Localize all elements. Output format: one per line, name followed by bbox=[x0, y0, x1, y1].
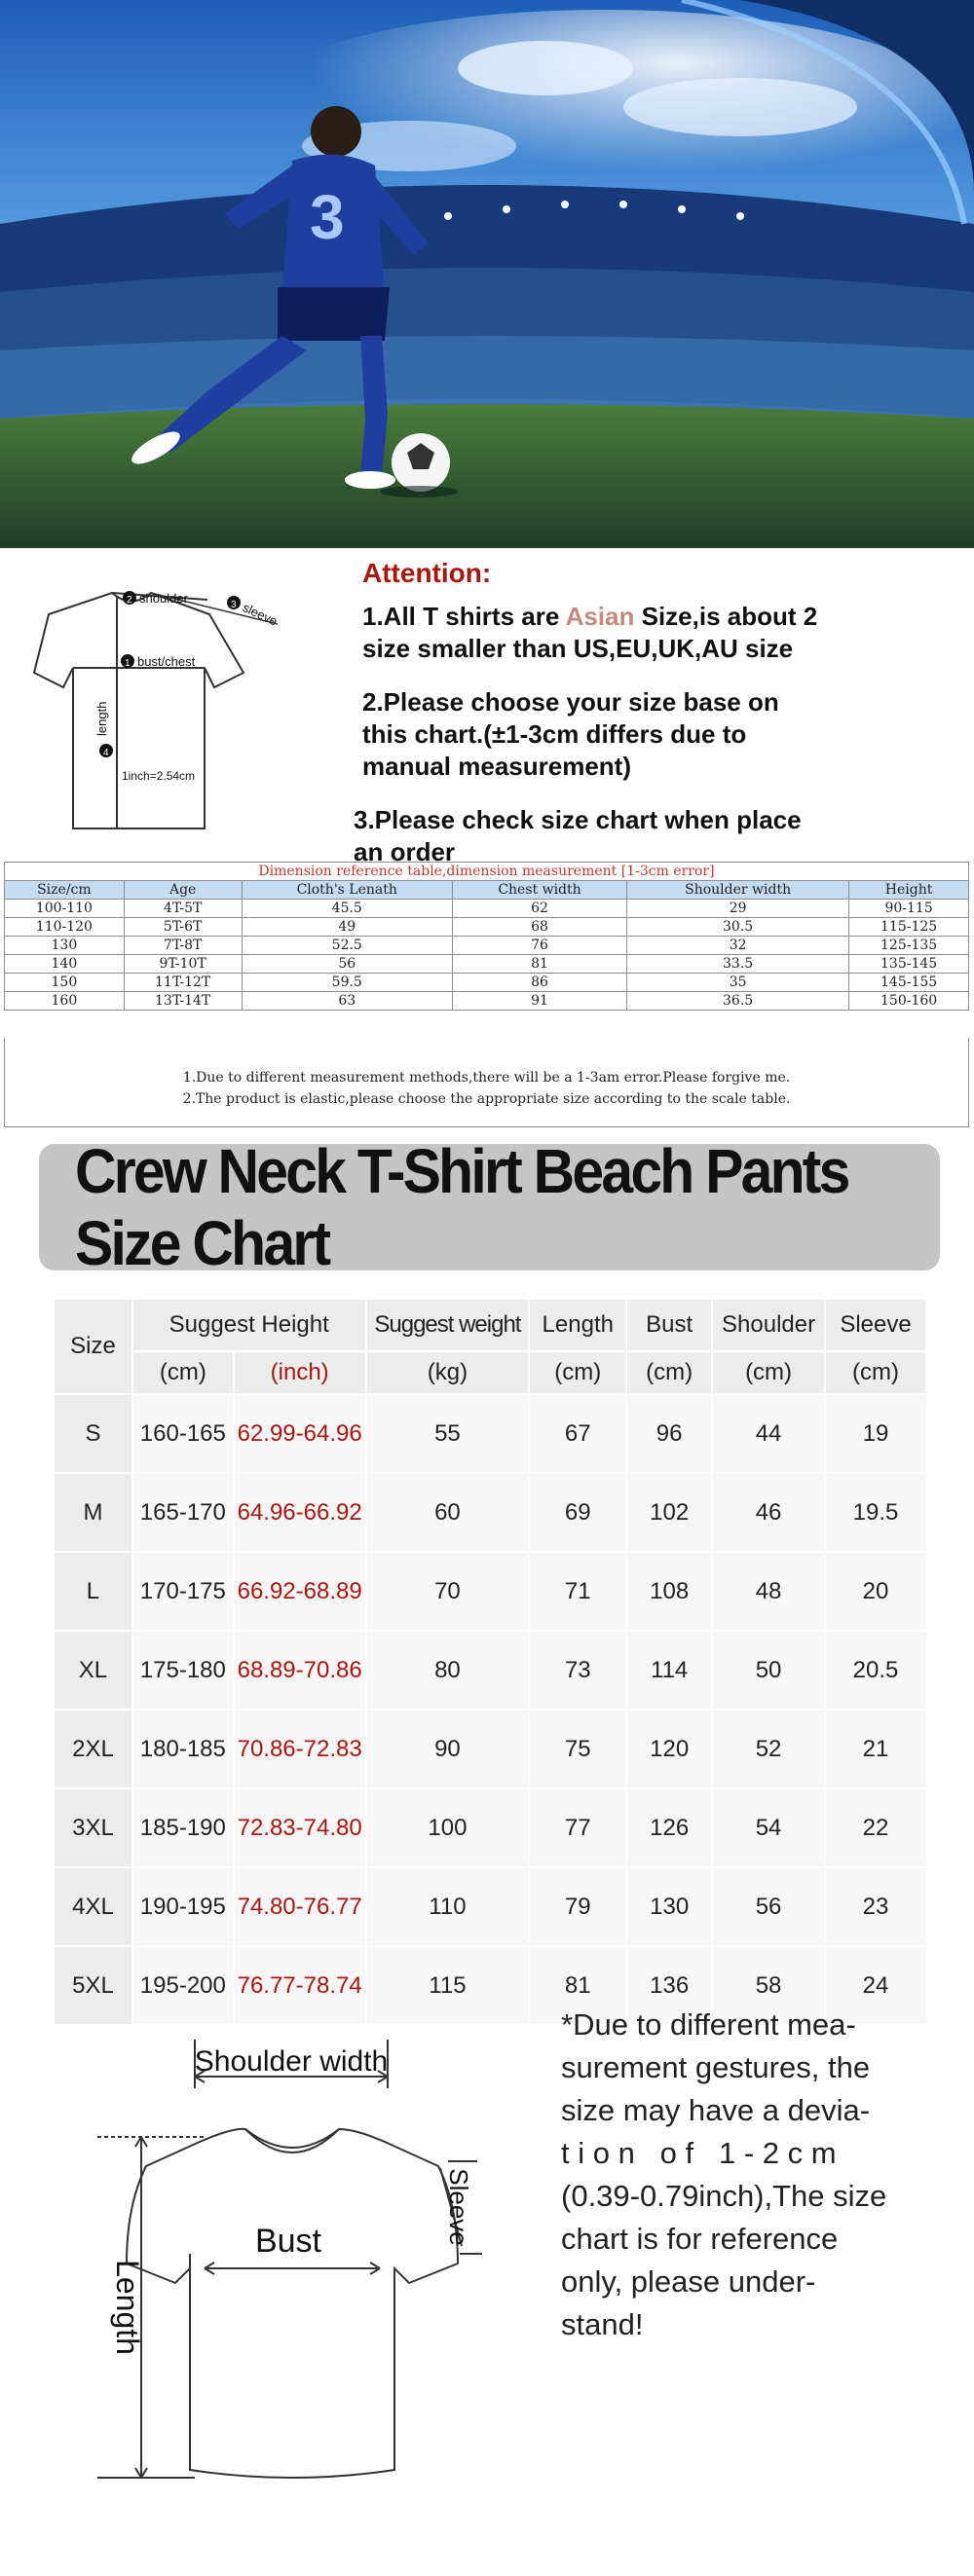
table-row bbox=[5, 992, 969, 1011]
dim-cell: 33.5 bbox=[627, 955, 849, 974]
table-row bbox=[5, 974, 969, 992]
size-cell: 5XL bbox=[55, 1946, 132, 2024]
dim-cell: 81 bbox=[452, 955, 626, 974]
dim-cell: 145-155 bbox=[849, 974, 969, 992]
dim-cell: 5T-6T bbox=[124, 918, 242, 937]
unit-inch: (inch) bbox=[234, 1351, 366, 1394]
shirt-measure-diagram bbox=[5, 556, 282, 848]
sleeve-cell: 21 bbox=[825, 1710, 926, 1788]
dim-cell: 150-160 bbox=[849, 992, 969, 1011]
dim-cell: 160 bbox=[5, 992, 125, 1011]
note-line: size may have a devia- bbox=[561, 2093, 871, 2127]
shoulder-width-label: Shoulder width bbox=[194, 2045, 389, 2078]
height-cm-cell: 190-195 bbox=[132, 1867, 234, 1946]
size-cell: 4XL bbox=[55, 1867, 132, 1946]
sleeve-cell: 23 bbox=[825, 1867, 926, 1946]
dim-header: Height bbox=[849, 881, 969, 900]
attention-line-3b: an order bbox=[354, 837, 456, 866]
length-cell: 77 bbox=[529, 1788, 626, 1867]
dim-cell: 45.5 bbox=[242, 900, 452, 918]
bust-cell: 126 bbox=[626, 1788, 712, 1867]
note-line: surement gestures, the bbox=[561, 2050, 871, 2084]
dim-cell: 7T-8T bbox=[124, 937, 242, 955]
dim-cell: 49 bbox=[242, 918, 452, 937]
attention-section bbox=[0, 548, 974, 866]
dimension-note-2: 2.The product is elastic,please choose the appropriate size according to the scale table. bbox=[182, 1091, 791, 1107]
header-shoulder: Shoulder bbox=[712, 1300, 825, 1351]
note-line: only, please under- bbox=[561, 2264, 816, 2299]
table-row bbox=[5, 937, 969, 955]
table-row bbox=[55, 1552, 926, 1631]
sleeve-cell: 24 bbox=[825, 1946, 926, 2024]
asian-highlight: Asian bbox=[565, 602, 635, 631]
length-label: length bbox=[94, 701, 109, 736]
note-line: *Due to different mea- bbox=[561, 2007, 856, 2042]
sleeve-cell: 22 bbox=[825, 1788, 926, 1867]
dim-cell: 100-110 bbox=[5, 900, 125, 918]
attention-line-1: 1.All T shirts are Asian Size,is about 2 bbox=[362, 602, 818, 631]
weight-cell: 70 bbox=[366, 1552, 530, 1631]
height-cm-cell: 180-185 bbox=[132, 1710, 234, 1788]
attention-line-1b: size smaller than US,EU,UK,AU size bbox=[362, 634, 794, 663]
length-cell: 69 bbox=[529, 1473, 626, 1552]
size-cell: XL bbox=[55, 1631, 132, 1710]
weight-cell: 90 bbox=[366, 1710, 530, 1788]
header-sleeve: Sleeve bbox=[825, 1300, 926, 1351]
table-row bbox=[55, 1631, 926, 1710]
header-bust: Bust bbox=[626, 1300, 712, 1351]
height-inch-cell: 62.99-64.96 bbox=[234, 1394, 366, 1473]
dim-cell: 13T-14T bbox=[124, 992, 242, 1011]
height-cm-cell: 195-200 bbox=[132, 1946, 234, 2024]
dim-cell: 110-120 bbox=[5, 918, 125, 937]
dim-cell: 115-125 bbox=[849, 918, 969, 937]
dim-cell: 62 bbox=[452, 900, 626, 918]
size-chart-table bbox=[55, 1300, 927, 2024]
dim-cell: 90-115 bbox=[849, 900, 969, 918]
dim-cell: 130 bbox=[5, 937, 125, 955]
height-cm-cell: 170-175 bbox=[132, 1552, 234, 1631]
size-cell: M bbox=[55, 1473, 132, 1552]
dimension-notes bbox=[4, 1038, 969, 1127]
table-row bbox=[5, 900, 969, 918]
length-cell: 73 bbox=[529, 1631, 626, 1710]
length-cell: 75 bbox=[529, 1710, 626, 1788]
weight-cell: 115 bbox=[366, 1946, 530, 2024]
unit-cm: (cm) bbox=[626, 1351, 712, 1394]
size-cell: L bbox=[55, 1552, 132, 1631]
hero-image bbox=[0, 0, 974, 548]
dim-cell: 76 bbox=[452, 937, 626, 955]
attention-block bbox=[354, 558, 947, 868]
height-inch-cell: 64.96-66.92 bbox=[234, 1473, 366, 1552]
shoulder-cell: 56 bbox=[712, 1867, 825, 1946]
dim-cell: 140 bbox=[5, 955, 125, 974]
bust-label: bust/chest bbox=[137, 654, 196, 669]
height-inch-cell: 68.89-70.86 bbox=[234, 1631, 366, 1710]
header-size: Size bbox=[55, 1300, 132, 1394]
note-line: stand! bbox=[561, 2307, 644, 2341]
note-line: t i o n o f 1 - 2 c m bbox=[561, 2136, 837, 2170]
size-chart-banner bbox=[39, 1136, 940, 1278]
size-cell: 2XL bbox=[55, 1710, 132, 1788]
table-row bbox=[5, 955, 969, 974]
note-line: chart is for reference bbox=[561, 2222, 839, 2256]
dim-cell: 56 bbox=[242, 955, 452, 974]
num-1: 1 bbox=[125, 658, 131, 669]
bust-label: Bust bbox=[254, 2223, 322, 2260]
inch-label: 1inch=2.54cm bbox=[122, 769, 196, 783]
dimension-note-1: 1.Due to different measurement methods,there will be a 1-3am error.Please forgive me. bbox=[182, 1070, 791, 1086]
unit-cm: (cm) bbox=[712, 1351, 825, 1394]
height-cm-cell: 175-180 bbox=[132, 1631, 234, 1710]
sleeve-label: sleeve bbox=[240, 600, 281, 629]
dim-cell: 36.5 bbox=[627, 992, 849, 1011]
height-inch-cell: 66.92-68.89 bbox=[234, 1552, 366, 1631]
banner-title: Crew Neck T-Shirt Beach Pants Size Chart bbox=[75, 1136, 848, 1278]
dimension-table bbox=[4, 862, 969, 1011]
shoulder-cell: 46 bbox=[712, 1473, 825, 1552]
bust-cell: 102 bbox=[626, 1473, 712, 1552]
sleeve-cell: 20 bbox=[825, 1552, 926, 1631]
shoulder-label: shoulder bbox=[139, 591, 188, 606]
shoulder-cell: 48 bbox=[712, 1552, 825, 1631]
bust-cell: 120 bbox=[626, 1710, 712, 1788]
unit-cm: (cm) bbox=[825, 1351, 926, 1394]
dim-cell: 30.5 bbox=[627, 918, 849, 937]
length-cell: 81 bbox=[529, 1946, 626, 2024]
attention-line-2b: this chart.(±1-3cm differs due to bbox=[362, 719, 747, 749]
height-inch-cell: 72.83-74.80 bbox=[234, 1788, 366, 1867]
shoulder-cell: 54 bbox=[712, 1788, 825, 1867]
table-row bbox=[55, 1867, 926, 1946]
dim-cell: 4T-5T bbox=[124, 900, 242, 918]
shoulder-cell: 58 bbox=[712, 1946, 825, 2024]
unit-kg: (kg) bbox=[366, 1351, 530, 1394]
dimension-caption: Dimension reference table,dimension measurement [1-3cm error] bbox=[5, 863, 969, 881]
dim-header: Shoulder width bbox=[627, 881, 849, 900]
dim-cell: 86 bbox=[452, 974, 626, 992]
dim-cell: 150 bbox=[5, 974, 125, 992]
height-inch-cell: 74.80-76.77 bbox=[234, 1867, 366, 1946]
unit-cm: (cm) bbox=[132, 1351, 234, 1394]
dim-header: Cloth's Lenath bbox=[242, 881, 452, 900]
dim-cell: 32 bbox=[627, 937, 849, 955]
bust-cell: 96 bbox=[626, 1394, 712, 1473]
dim-cell: 9T-10T bbox=[124, 955, 242, 974]
bust-cell: 108 bbox=[626, 1552, 712, 1631]
weight-cell: 80 bbox=[366, 1631, 530, 1710]
sleeve-label: Sleeve bbox=[444, 2168, 473, 2246]
attention-line-2c: manual measurement) bbox=[362, 752, 631, 781]
dim-cell: 35 bbox=[627, 974, 849, 992]
measurement-note bbox=[561, 2004, 921, 2346]
dim-header: Size/cm bbox=[5, 881, 125, 900]
table-row bbox=[55, 1788, 926, 1867]
unit-cm: (cm) bbox=[529, 1351, 626, 1394]
size-cell: 3XL bbox=[55, 1788, 132, 1867]
height-cm-cell: 185-190 bbox=[132, 1788, 234, 1867]
dim-cell: 125-135 bbox=[849, 937, 969, 955]
dim-cell: 11T-12T bbox=[124, 974, 242, 992]
height-inch-cell: 76.77-78.74 bbox=[234, 1946, 366, 2024]
sleeve-cell: 19 bbox=[825, 1394, 926, 1473]
num-2: 2 bbox=[127, 595, 132, 606]
table-row bbox=[55, 1394, 926, 1473]
bust-cell: 136 bbox=[626, 1946, 712, 2024]
weight-cell: 55 bbox=[366, 1394, 530, 1473]
dim-header: Chest width bbox=[452, 881, 626, 900]
sleeve-cell: 19.5 bbox=[825, 1473, 926, 1552]
length-cell: 71 bbox=[529, 1552, 626, 1631]
shoulder-cell: 50 bbox=[712, 1631, 825, 1710]
shoulder-cell: 44 bbox=[712, 1394, 825, 1473]
weight-cell: 100 bbox=[366, 1788, 530, 1867]
weight-cell: 110 bbox=[366, 1867, 530, 1946]
attention-line-3a: 3.Please check size chart when place bbox=[354, 805, 802, 834]
table-row bbox=[5, 918, 969, 937]
dim-cell: 68 bbox=[452, 918, 626, 937]
note-line: (0.39-0.79inch),The size bbox=[561, 2179, 887, 2213]
attention-title: Attention: bbox=[362, 558, 492, 588]
bust-cell: 130 bbox=[626, 1867, 712, 1946]
table-row bbox=[55, 1710, 926, 1788]
weight-cell: 60 bbox=[366, 1473, 530, 1552]
length-cell: 79 bbox=[529, 1867, 626, 1946]
length-label: Length bbox=[110, 2260, 145, 2355]
sleeve-cell: 20.5 bbox=[825, 1631, 926, 1710]
header-weight: Suggest weight bbox=[366, 1300, 530, 1351]
num-4: 4 bbox=[103, 748, 109, 758]
dim-cell: 135-145 bbox=[849, 955, 969, 974]
shoulder-cell: 52 bbox=[712, 1710, 825, 1788]
jersey-number: 3 bbox=[310, 182, 345, 252]
dim-cell: 91 bbox=[452, 992, 626, 1011]
table-row bbox=[55, 1473, 926, 1552]
length-cell: 67 bbox=[529, 1394, 626, 1473]
dim-header: Age bbox=[124, 881, 242, 900]
height-cm-cell: 160-165 bbox=[132, 1394, 234, 1473]
header-height: Suggest Height bbox=[132, 1300, 366, 1351]
dim-cell: 52.5 bbox=[242, 937, 452, 955]
size-cell: S bbox=[55, 1394, 132, 1473]
dim-cell: 29 bbox=[627, 900, 849, 918]
num-3: 3 bbox=[231, 600, 237, 610]
bust-cell: 114 bbox=[626, 1631, 712, 1710]
dim-cell: 59.5 bbox=[242, 974, 452, 992]
header-length: Length bbox=[529, 1300, 626, 1351]
dim-cell: 63 bbox=[242, 992, 452, 1011]
height-cm-cell: 165-170 bbox=[132, 1473, 234, 1552]
attention-line-2a: 2.Please choose your size base on bbox=[362, 687, 779, 717]
height-inch-cell: 70.86-72.83 bbox=[234, 1710, 366, 1788]
